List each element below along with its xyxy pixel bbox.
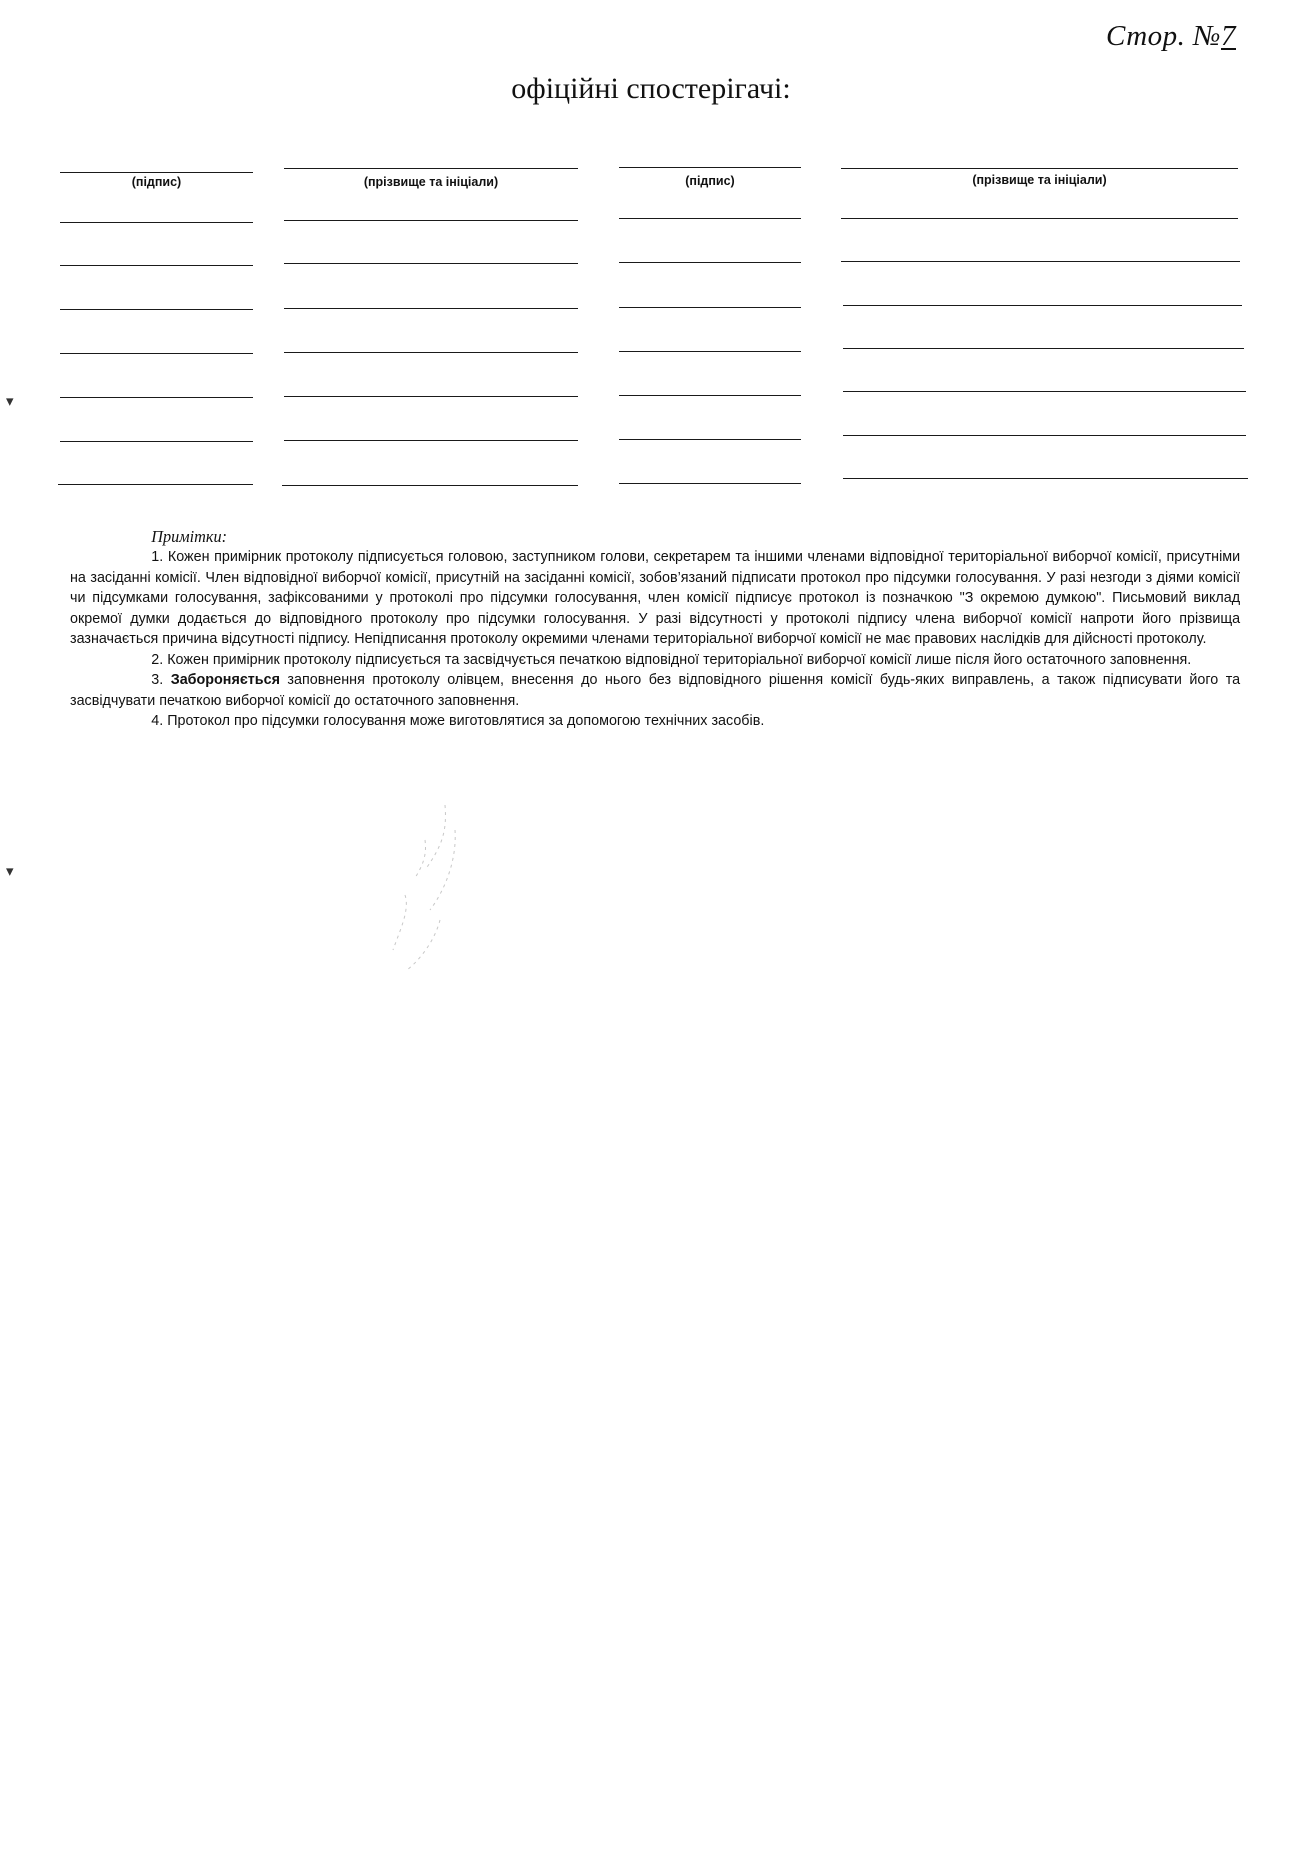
blank-signature-line <box>60 309 253 310</box>
blank-signature-line <box>60 441 253 442</box>
column-caption-name-left: (прізвище та ініціали) <box>363 175 499 189</box>
blank-name-line <box>284 440 578 441</box>
blank-signature-line <box>60 265 253 266</box>
scan-edge-mark: ▾ <box>6 863 14 880</box>
blank-name-line <box>843 305 1242 306</box>
signature-grid <box>0 0 1302 500</box>
blank-name-line <box>843 478 1248 479</box>
blank-signature-line <box>619 439 801 440</box>
notes-heading: Примітки: <box>151 527 228 546</box>
scan-edge-mark: ▾ <box>6 393 14 410</box>
blank-name-line <box>843 348 1244 349</box>
blank-name-line <box>284 308 578 309</box>
blank-signature-line <box>60 222 253 223</box>
note-item-4: 4. Протокол про підсумки голосування може виготовлятися за допомогою технічних засобів. <box>151 712 765 729</box>
blank-name-line <box>841 261 1240 262</box>
page-number-label: Стор. № <box>1105 20 1221 52</box>
blank-signature-line <box>619 483 801 484</box>
signature-line <box>284 168 578 169</box>
note-item-2: 2. Кожен примірник протоколу підписується та засвідчується печаткою відповідної територіальної виборчої комісії лише після його остаточного заповнення. <box>151 650 1192 668</box>
column-caption-name-right: (прізвище та ініціали) <box>972 173 1107 187</box>
blank-name-line <box>282 485 578 486</box>
blank-signature-line <box>619 307 801 308</box>
faint-stamp-trace <box>385 800 495 980</box>
note-item-3-text: заповнення протоколу олівцем, внесення до нього без відповідного рішення комісії будь-яких виправлень, а також підписувати його та засвідчувати печаткою виборчої комісії до остаточного заповнення. <box>70 671 1241 709</box>
blank-signature-line <box>619 218 801 219</box>
blank-name-line <box>843 435 1246 436</box>
blank-signature-line <box>58 484 253 485</box>
blank-name-line <box>284 220 578 221</box>
blank-name-line <box>843 391 1246 392</box>
page-number-value: 7 <box>1221 20 1236 52</box>
column-caption-signature-left: (підпис) <box>131 175 182 189</box>
note-item-3 <box>70 670 1240 711</box>
section-title: офіційні спостерігачі: <box>511 72 791 105</box>
blank-signature-line <box>619 351 801 352</box>
blank-name-line <box>284 352 578 353</box>
blank-name-line <box>284 263 578 264</box>
blank-name-line <box>284 396 578 397</box>
notes-section <box>70 527 1240 732</box>
note-item-3-number: 3. <box>151 671 171 688</box>
blank-signature-line <box>619 262 801 263</box>
note-item-1: 1. Кожен примірник протоколу підписується головою, заступником голови, секретарем та іншими членами відповідної територіальної виборчої комісії, присутніми на засіданні комісії. Член відповідної виборчої комісії, присутній на засіданні комісії, зобов’язаний підписати протокол про підсумки голосування. У разі незгоди з діями комісії чи підсумками голосування, зафіксованими у протоколі про підсумки голосування, член комісії підписує протокол із позначкою "З окремою думкою". Письмовий виклад окремої думки додається до відповідного протоколу про підсумки голосування. У разі відсутності у протоколі підпису члена виборчої комісії напроти його прізвища зазначається причина відсутності підпису. Непідписання протоколу окремими членами територіальної виборчої комісії не має правових наслідків для дійсності протоколу. <box>70 548 1241 647</box>
blank-signature-line <box>619 395 801 396</box>
column-caption-signature-right: (підпис) <box>685 174 735 188</box>
blank-signature-line <box>60 397 253 398</box>
signature-line <box>60 172 253 173</box>
blank-name-line <box>841 218 1238 219</box>
signature-line <box>619 167 801 168</box>
blank-signature-line <box>60 353 253 354</box>
note-item-3-emphasis: Забороняється <box>170 671 280 688</box>
signature-line <box>841 168 1238 169</box>
